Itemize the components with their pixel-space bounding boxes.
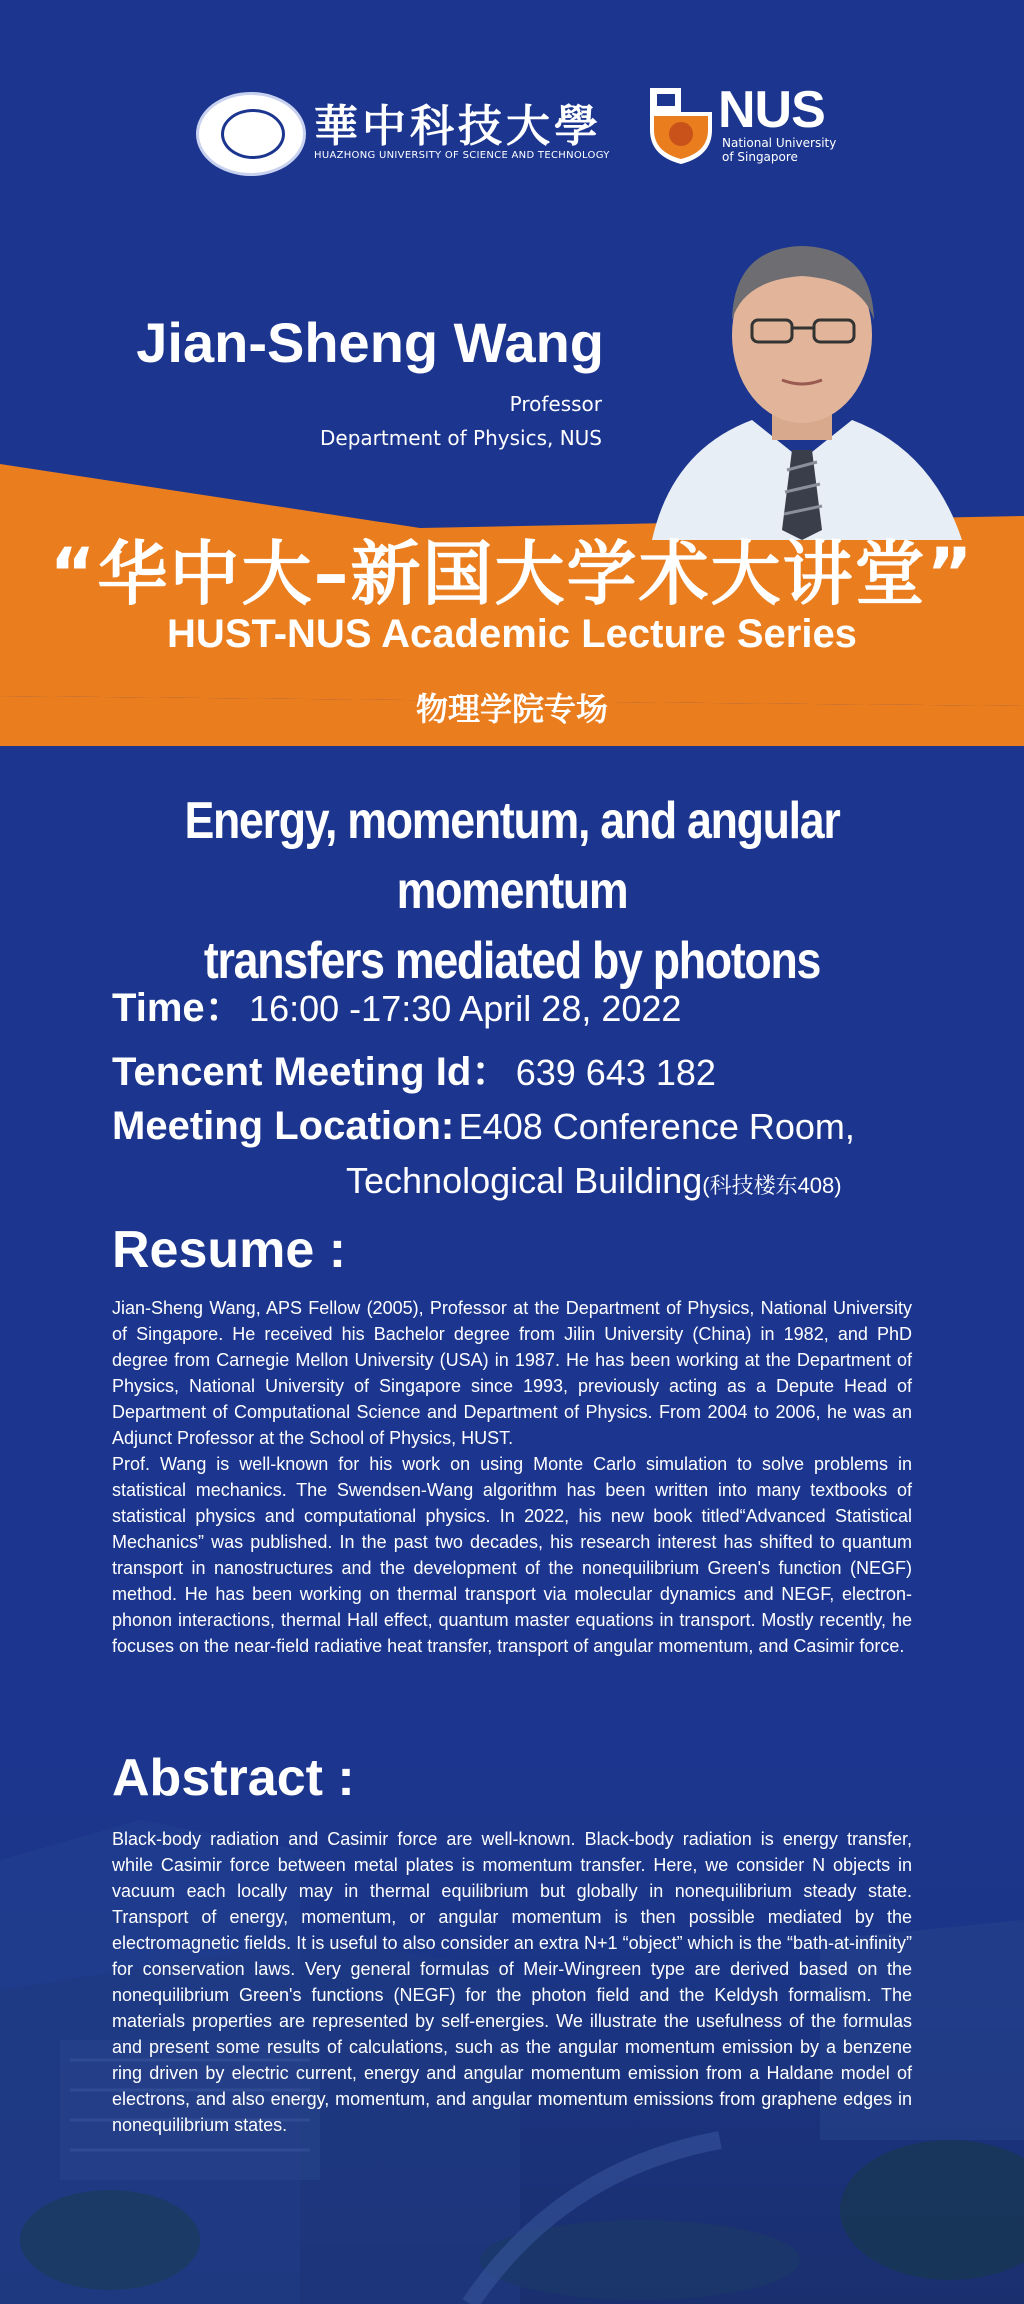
nus-shield-icon (648, 86, 714, 166)
meeting-id-label: Tencent Meeting Id： (112, 1050, 512, 1094)
series-title-cn: “华中大–新国大学术大讲堂” (49, 533, 975, 615)
speaker-name: Jian-Sheng Wang (136, 311, 604, 374)
meeting-id-value: 639 643 182 (515, 1052, 716, 1093)
nus-wordmark: NUS (718, 81, 825, 139)
hust-name-en: HUAZHONG UNIVERSITY OF SCIENCE AND TECHNOLOGY (314, 150, 610, 161)
hust-name-cn: 華中科技大學 (314, 101, 602, 152)
resume-paragraph-1: Jian-Sheng Wang, APS Fellow (2005), Professor at the Department of Physics, National University of Singapore. He received his Bachelor degree from Jilin University (China) in 1982, and PhD degree from Carnegie Mellon University (USA) in 1987. He has been working at the Department of Physics, National University of Singapore since 1993, previously acting as a Depute Head of Department of Computational Science and Department of Physics. From 2004 to 2006, he was an Adjunct Professor at the School of Physics, HUST. (112, 1298, 912, 1448)
location-value-line1: E408 Conference Room, (458, 1106, 855, 1147)
time-row (112, 976, 681, 1033)
abstract-body (112, 1826, 912, 2138)
location-value-cn: (科技楼东408) (702, 1173, 842, 1198)
series-subtitle-cn: 物理学院专场 (415, 690, 608, 728)
hust-seal-logo (196, 92, 306, 176)
time-value: 16:00 -17:30 April 28, 2022 (249, 988, 682, 1029)
resume-paragraph-2: Prof. Wang is well-known for his work on using Monte Carlo simulation to solve problems in statistical mechanics. The Swendsen-Wang algorithm has been written into many textbooks of statistical physics and computational physics. In 2022, his new book titled“Advanced Statistical Mechanics” was published. In the past two decades, his research interest has shifted to quantum transport in nanostructures and the development of the nonequilibrium Green's function (NEGF) method. He has been working on thermal transport via molecular dynamics and NEGF, electron-phonon interactions, thermal Hall effect, quantum master equations in transport. Mostly recently, he focuses on the near-field radiative heat transfer, transport of angular momentum, and Casimir force. (112, 1454, 912, 1656)
nus-subtitle (722, 136, 836, 164)
series-title-en: HUST-NUS Academic Lecture Series (167, 612, 857, 656)
location-line2 (346, 1160, 842, 1202)
location-value-line2: Technological Building (346, 1160, 703, 1201)
talk-title (106, 786, 918, 996)
abstract-paragraph: Black-body radiation and Casimir force are well-known. Black-body radiation is energy transfer, while Casimir force between metal plates is momentum transfer. Here, we consider N objects in vacuum each locally may in thermal equilibrium but globally in nonequilibrium steady state. Transport of energy, momentum, or angular momentum is then possible mediated by the electromagnetic fields. It is useful to also consider an extra N+1 “object” which is the “bath-at-infinity” for conservation laws. Very general formulas of Meir-Wingreen type are derived based on the nonequilibrium Green's functions (NEGF) for the photon field and the Keldysh formalism. The materials properties are represented by self-energies. We illustrate the usefulness of the formulas and present some results of calculations, such as the angular momentum emission by a benzene ring driven by electric current, energy and angular momentum emission from a Haldane model of electrons, and also energy, momentum, and angular momentum emissions from graphene edges in nonequilibrium states. (112, 1829, 912, 2135)
logo-bar (0, 80, 1024, 180)
resume-body (112, 1295, 912, 1659)
talk-title-line1: Energy, momentum, and angular momentum (184, 792, 840, 920)
location-row (112, 1104, 855, 1149)
resume-heading: Resume : (112, 1221, 347, 1279)
nus-sub-line1: National University (722, 136, 837, 150)
nus-sub-line2: of Singapore (722, 150, 798, 164)
speaker-portrait (622, 230, 982, 540)
abstract-heading: Abstract : (112, 1749, 355, 1807)
meeting-id-row (112, 1040, 716, 1097)
hust-seal-ring-icon (221, 109, 285, 159)
talk-title-line2: transfers mediated by photons (203, 932, 821, 990)
time-label: Time： (112, 986, 245, 1030)
speaker-title: Professor (509, 392, 602, 416)
speaker-department: Department of Physics, NUS (320, 426, 602, 450)
location-label: Meeting Location: (112, 1104, 455, 1148)
